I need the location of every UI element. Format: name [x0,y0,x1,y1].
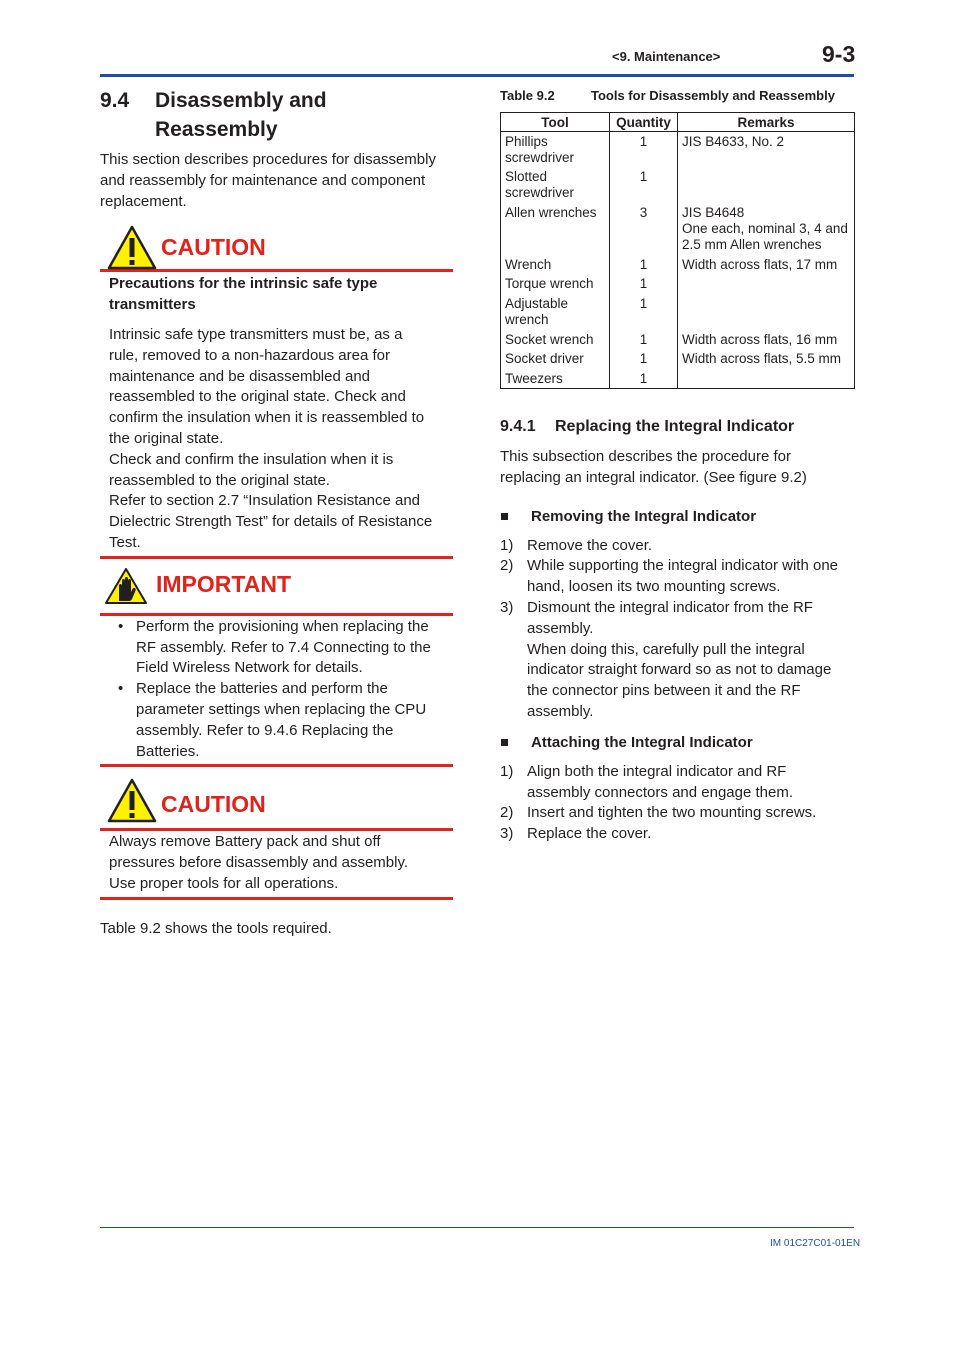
list-item: • Replace the batteries and perform the parameter settings when replacing the CPU assembly. Refer to 9.4.6 Replacing the Batteries. [118,680,427,760]
tool-cell: Allen wrenches [501,205,610,257]
document-id: IM 01C27C01-01EN [770,1238,861,1249]
removing-steps [500,536,855,723]
caution-paragraph: Intrinsic safe type transmitters must be, as a rule, removed to a non-hazardous area for maintenance and be disassembled and reassembled to the original state. Check and confirm the insulation when it is reassembled to the original state. [109,325,425,447]
remarks-cell [678,371,855,389]
table-row [501,371,855,389]
quantity-cell: 1 [610,169,678,205]
tool-cell: Adjustable wrench [501,296,610,332]
step-note: When doing this, carefully pull the integral indicator straight forward so as not to damage the connector pins between it and the RF assembly. [527,640,832,720]
table-reference: Table 9.2 shows the tools required. [100,919,332,937]
quantity-cell: 1 [610,276,678,296]
caution-paragraph: Refer to section 2.7 “Insulation Resistance and Dielectric Strength Test” for details of Resistance Test. [109,492,433,551]
remarks-cell [678,276,855,296]
list-item: 3) Replace the cover. [500,825,652,843]
right-column [500,86,855,845]
column-header: Quantity [610,113,678,132]
footer-rule [100,1227,854,1228]
left-column [100,86,453,940]
warning-triangle-icon [107,778,157,823]
remarks-cell [678,296,855,332]
square-bullet-icon [501,739,508,746]
caution-notice-1 [100,224,453,558]
tool-cell: Wrench [501,257,610,276]
list-item: • Perform the provisioning when replacing the RF assembly. Refer to 7.4 Connecting to the Field Wireless Network for details. [118,617,431,677]
remarks-cell: JIS B4633, No. 2 [678,132,855,170]
section-heading [100,86,453,144]
tool-cell: Torque wrench [501,276,610,296]
section-title: Disassembly and Reassembly [155,89,327,141]
remarks-cell: Width across flats, 16 mm [678,332,855,351]
tool-cell: Socket wrench [501,332,610,351]
subsection-intro: This subsection describes the procedure for replacing an integral indicator. (See figure 9.2) [500,448,807,486]
table-row [501,351,855,371]
tool-cell: Socket driver [501,351,610,371]
remarks-cell: Width across flats, 5.5 mm [678,351,855,371]
caution-title: CAUTION [161,791,266,818]
remarks-cell: JIS B4648 One each, nominal 3, 4 and 2.5 mm Allen wrenches [678,205,855,257]
quantity-cell: 1 [610,351,678,371]
important-notice [100,559,453,768]
table-row [501,257,855,276]
quantity-cell: 1 [610,371,678,389]
table-row [501,205,855,257]
table-row [501,276,855,296]
list-item: 1) Remove the cover. [500,536,653,554]
remarks-cell: Width across flats, 17 mm [678,257,855,276]
quantity-cell: 1 [610,332,678,351]
caution-notice-2 [100,767,453,899]
removing-heading: Removing the Integral Indicator [500,507,855,527]
table-caption [500,86,855,112]
square-bullet-icon [501,513,508,520]
caution-text: Always remove Battery pack and shut off pressures before disassembly and assembly. Use proper tools for all operations. [109,833,409,892]
tool-cell: Phillips screwdriver [501,132,610,170]
warning-triangle-icon [107,225,157,270]
important-title: IMPORTANT [156,570,292,597]
attaching-steps [500,762,855,845]
tool-cell: Tweezers [501,371,610,389]
subsection-heading [500,417,855,437]
list-item: 2) Insert and tighten the two mounting screws. [500,804,817,822]
chapter-header: <9. Maintenance> [612,49,721,64]
table-row [501,169,855,205]
remarks-cell [678,169,855,205]
quantity-cell: 1 [610,132,678,170]
caution-heading: Precautions for the intrinsic safe type transmitters [109,275,378,314]
caution-paragraph: Check and confirm the insulation when it is reassembled to the original state. [109,450,394,489]
caution-title: CAUTION [161,234,266,261]
list-item: 1) Align both the integral indicator and RF assembly connectors and engage them. [500,762,793,801]
attaching-heading: Attaching the Integral Indicator [500,733,855,753]
caution-rule [100,897,453,900]
hand-stop-icon [105,568,147,604]
quantity-cell: 1 [610,296,678,332]
table-title: Tools for Disassembly and Reassembly [591,88,835,103]
quantity-cell: 3 [610,205,678,257]
section-number: 9.4 [100,89,130,112]
header-rule [100,74,854,77]
table-row [501,296,855,332]
subsection-number: 9.4.1 [500,418,536,435]
table-row [501,132,855,170]
section-intro: This section describes procedures for disassembly and reassembly for maintenance and component replacement. [100,151,436,210]
column-header: Tool [501,113,610,132]
column-header: Remarks [678,113,855,132]
list-item: 2) While supporting the integral indicator with one hand, loosen its two mounting screws. [500,557,839,596]
tools-table [500,112,855,389]
table-number: Table 9.2 [500,88,555,103]
page-number: 9-3 [822,41,856,67]
table-row [501,332,855,351]
list-item: 3) Dismount the integral indicator from the RF assembly. When doing this, carefully pull the integral indicator straight forward so as not to damage the connector pins between it and the RF assembly. [500,598,832,720]
quantity-cell: 1 [610,257,678,276]
subsection-title: Replacing the Integral Indicator [555,418,795,435]
tool-cell: Slotted screwdriver [501,169,610,205]
